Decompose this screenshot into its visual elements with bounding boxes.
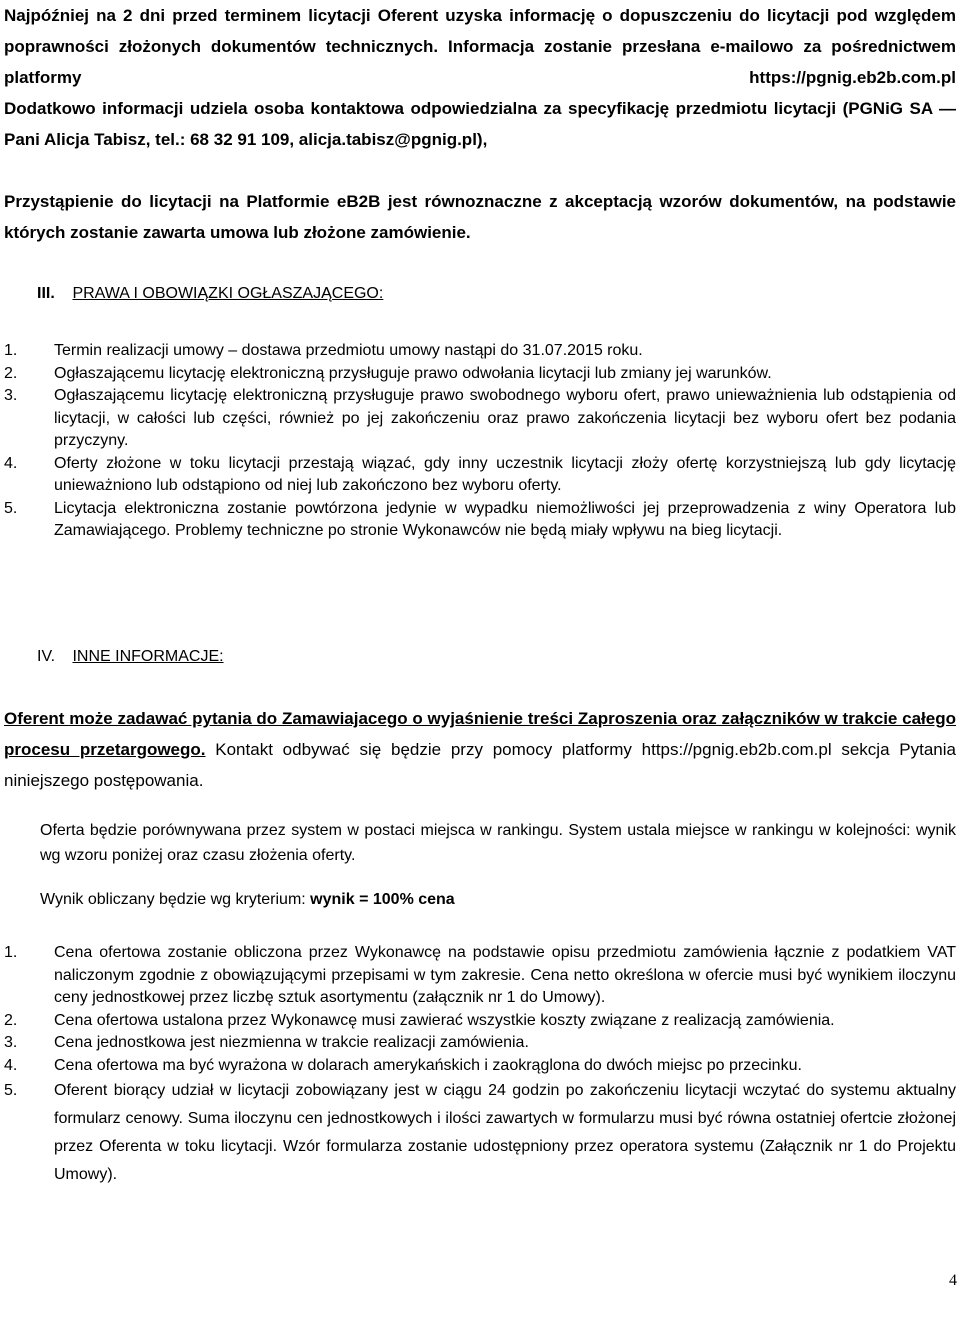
intro-block: [4, 0, 956, 155]
list-item-text: Ogłaszającemu licytację elektroniczną przysługuje prawo odwołania licytacji lub zmiany jej warunków.: [54, 364, 772, 382]
list-item-number: 2.: [4, 1011, 18, 1029]
intro-paragraph-contact: Dodatkowo informacji udziela osoba kontaktowa odpowiedzialna za specyfikację przedmiotu licytacji (PGNiG SA — Pani Alicja Tabisz, tel.: 68 32 91 109, alicja.tabisz@pgnig.pl),: [4, 99, 956, 149]
page-number: 4: [949, 1272, 957, 1289]
section-4-heading: [37, 648, 224, 666]
section-3-heading: [37, 285, 383, 303]
price-list: [4, 942, 956, 1189]
list-item-text: Cena jednostkowa jest niezmienna w trakcie realizacji zamówienia.: [54, 1034, 529, 1051]
section-4-title: INNE INFORMACJE:: [72, 648, 224, 665]
section-3-number: III.: [37, 285, 55, 302]
list-item: [4, 1010, 956, 1033]
acceptance-block: [4, 186, 956, 248]
list-item-number: 3.: [4, 387, 18, 404]
list-item-text: Cena ofertowa ma być wyrażona w dolarach amerykańskich i zaokrąglona do dwóch miejsc po przecinku.: [54, 1056, 802, 1074]
list-item-number: 5.: [4, 499, 18, 517]
list-item-number: 1.: [4, 944, 18, 961]
list-item: [4, 385, 956, 453]
list-item: [4, 453, 956, 498]
ranking-paragraph: Oferta będzie porównywana przez system w postaci miejsca w rankingu. System ustala miejsce w rankingu w kolejności: wynik wg wzoru poniżej oraz czasu złożenia oferty.: [40, 822, 956, 864]
list-item: [4, 1077, 956, 1189]
list-item: [4, 363, 956, 386]
section-4-number: IV.: [37, 648, 56, 665]
questions-emphasis: Oferent może zadawać pytania do Zamawiajacego o wyjaśnienie treści Zaproszenia oraz załączników w trakcie całego procesu przetargowego.: [4, 709, 956, 759]
list-item-number: 2.: [4, 364, 18, 382]
list-item-number: 4.: [4, 454, 18, 472]
list-item-text: Cena ofertowa zostanie obliczona przez Wykonawcę na podstawie opisu przedmiotu zamówienia łącznie z podatkiem VAT naliczonym zgodnie z obowiązującymi przepisami w tym zakresie. Cena netto określona w ofercie musi być wynikiem iloczynu ceny jednostkowej przez liczbę sztuk asortymentu (załącznik nr 1 do Umowy).: [54, 944, 956, 1006]
section-3-title: PRAWA I OBOWIĄZKI OGŁASZAJĄCEGO:: [72, 285, 384, 302]
score-criterion: [40, 887, 455, 912]
list-item: [4, 1055, 956, 1078]
list-item: [4, 1032, 956, 1055]
list-item-number: 4.: [4, 1056, 18, 1074]
score-formula: wynik = 100% cena: [310, 891, 455, 908]
list-item-text: Oferent biorący udział w licytacji zobowiązany jest w ciągu 24 godzin po zakończeniu licytacji wczytać do systemu aktualny formularz cenowy. Suma iloczynu cen jednostkowych i ilości zawartych w formularzu musi być równa ostatniej ofertcie złożonej przez Oferenta w toku licytacji. Wzór formularza zostanie udostępniony przez operatora systemu (Załącznik nr 1 do Projektu Umowy).: [54, 1082, 956, 1183]
ranking-block: [40, 818, 956, 868]
list-item-text: Termin realizacji umowy – dostawa przedmiotu umowy nastąpi do 31.07.2015 roku.: [54, 342, 643, 359]
score-prefix: Wynik obliczany będzie wg kryterium:: [40, 891, 311, 908]
list-item-text: Cena ofertowa ustalona przez Wykonawcę musi zawierać wszystkie koszty związane z realizacją zamówienia.: [54, 1011, 835, 1029]
list-item-number: 1.: [4, 342, 18, 359]
list-item: [4, 340, 956, 363]
list-item: [4, 942, 956, 1010]
list-item-number: 3.: [4, 1034, 18, 1051]
intro-paragraph-verification: Najpóźniej na 2 dni przed terminem licytacji Oferent uzyska informację o dopuszczeniu do licytacji pod względem poprawności złożonych dokumentów technicznych. Informacja zostanie przesłana e-mailowo za pośrednictwem platformy https://pgnig.eb2b.com.pl: [4, 6, 956, 87]
list-item: [4, 498, 956, 543]
acceptance-paragraph: Przystąpienie do licytacji na Platformie eB2B jest równoznaczne z akceptacją wzorów dokumentów, na podstawie których zostanie zawarta umowa lub złożone zamówienie.: [4, 192, 956, 242]
list-item-text: Ogłaszającemu licytację elektroniczną przysługuje prawo swobodnego wyboru ofert, prawo unieważnienia lub odstąpienia od licytacji, w całości lub części, również po jej zakończeniu oraz prawo zakończenia licytacji bez wyboru ofert bez podania przyczyny.: [54, 387, 956, 449]
list-item-text: Licytacja elektroniczna zostanie powtórzona jedynie w wypadku niemożliwości jej przeprowadzenia z winy Operatora lub Zamawiającego. Problemy techniczne po stronie Wykonawców nie będą miały wpływu na bieg licytacji.: [54, 499, 956, 539]
list-item-number: 5.: [4, 1082, 18, 1099]
questions-contact: Kontakt odbywać się będzie przy pomocy platformy https://pgnig.eb2b.com.pl sekcja Pytania niniejszego postępowania.: [4, 740, 956, 790]
section-3-list: [4, 340, 956, 543]
questions-block: [4, 703, 956, 796]
questions-paragraph: [4, 703, 956, 796]
list-item-text: Oferty złożone w toku licytacji przestają wiązać, gdy inny uczestnik licytacji złoży ofertę korzystniejszą lub gdy licytację unieważniono lub odstąpiono od niej lub zakończono bez wyboru oferty.: [54, 454, 956, 494]
